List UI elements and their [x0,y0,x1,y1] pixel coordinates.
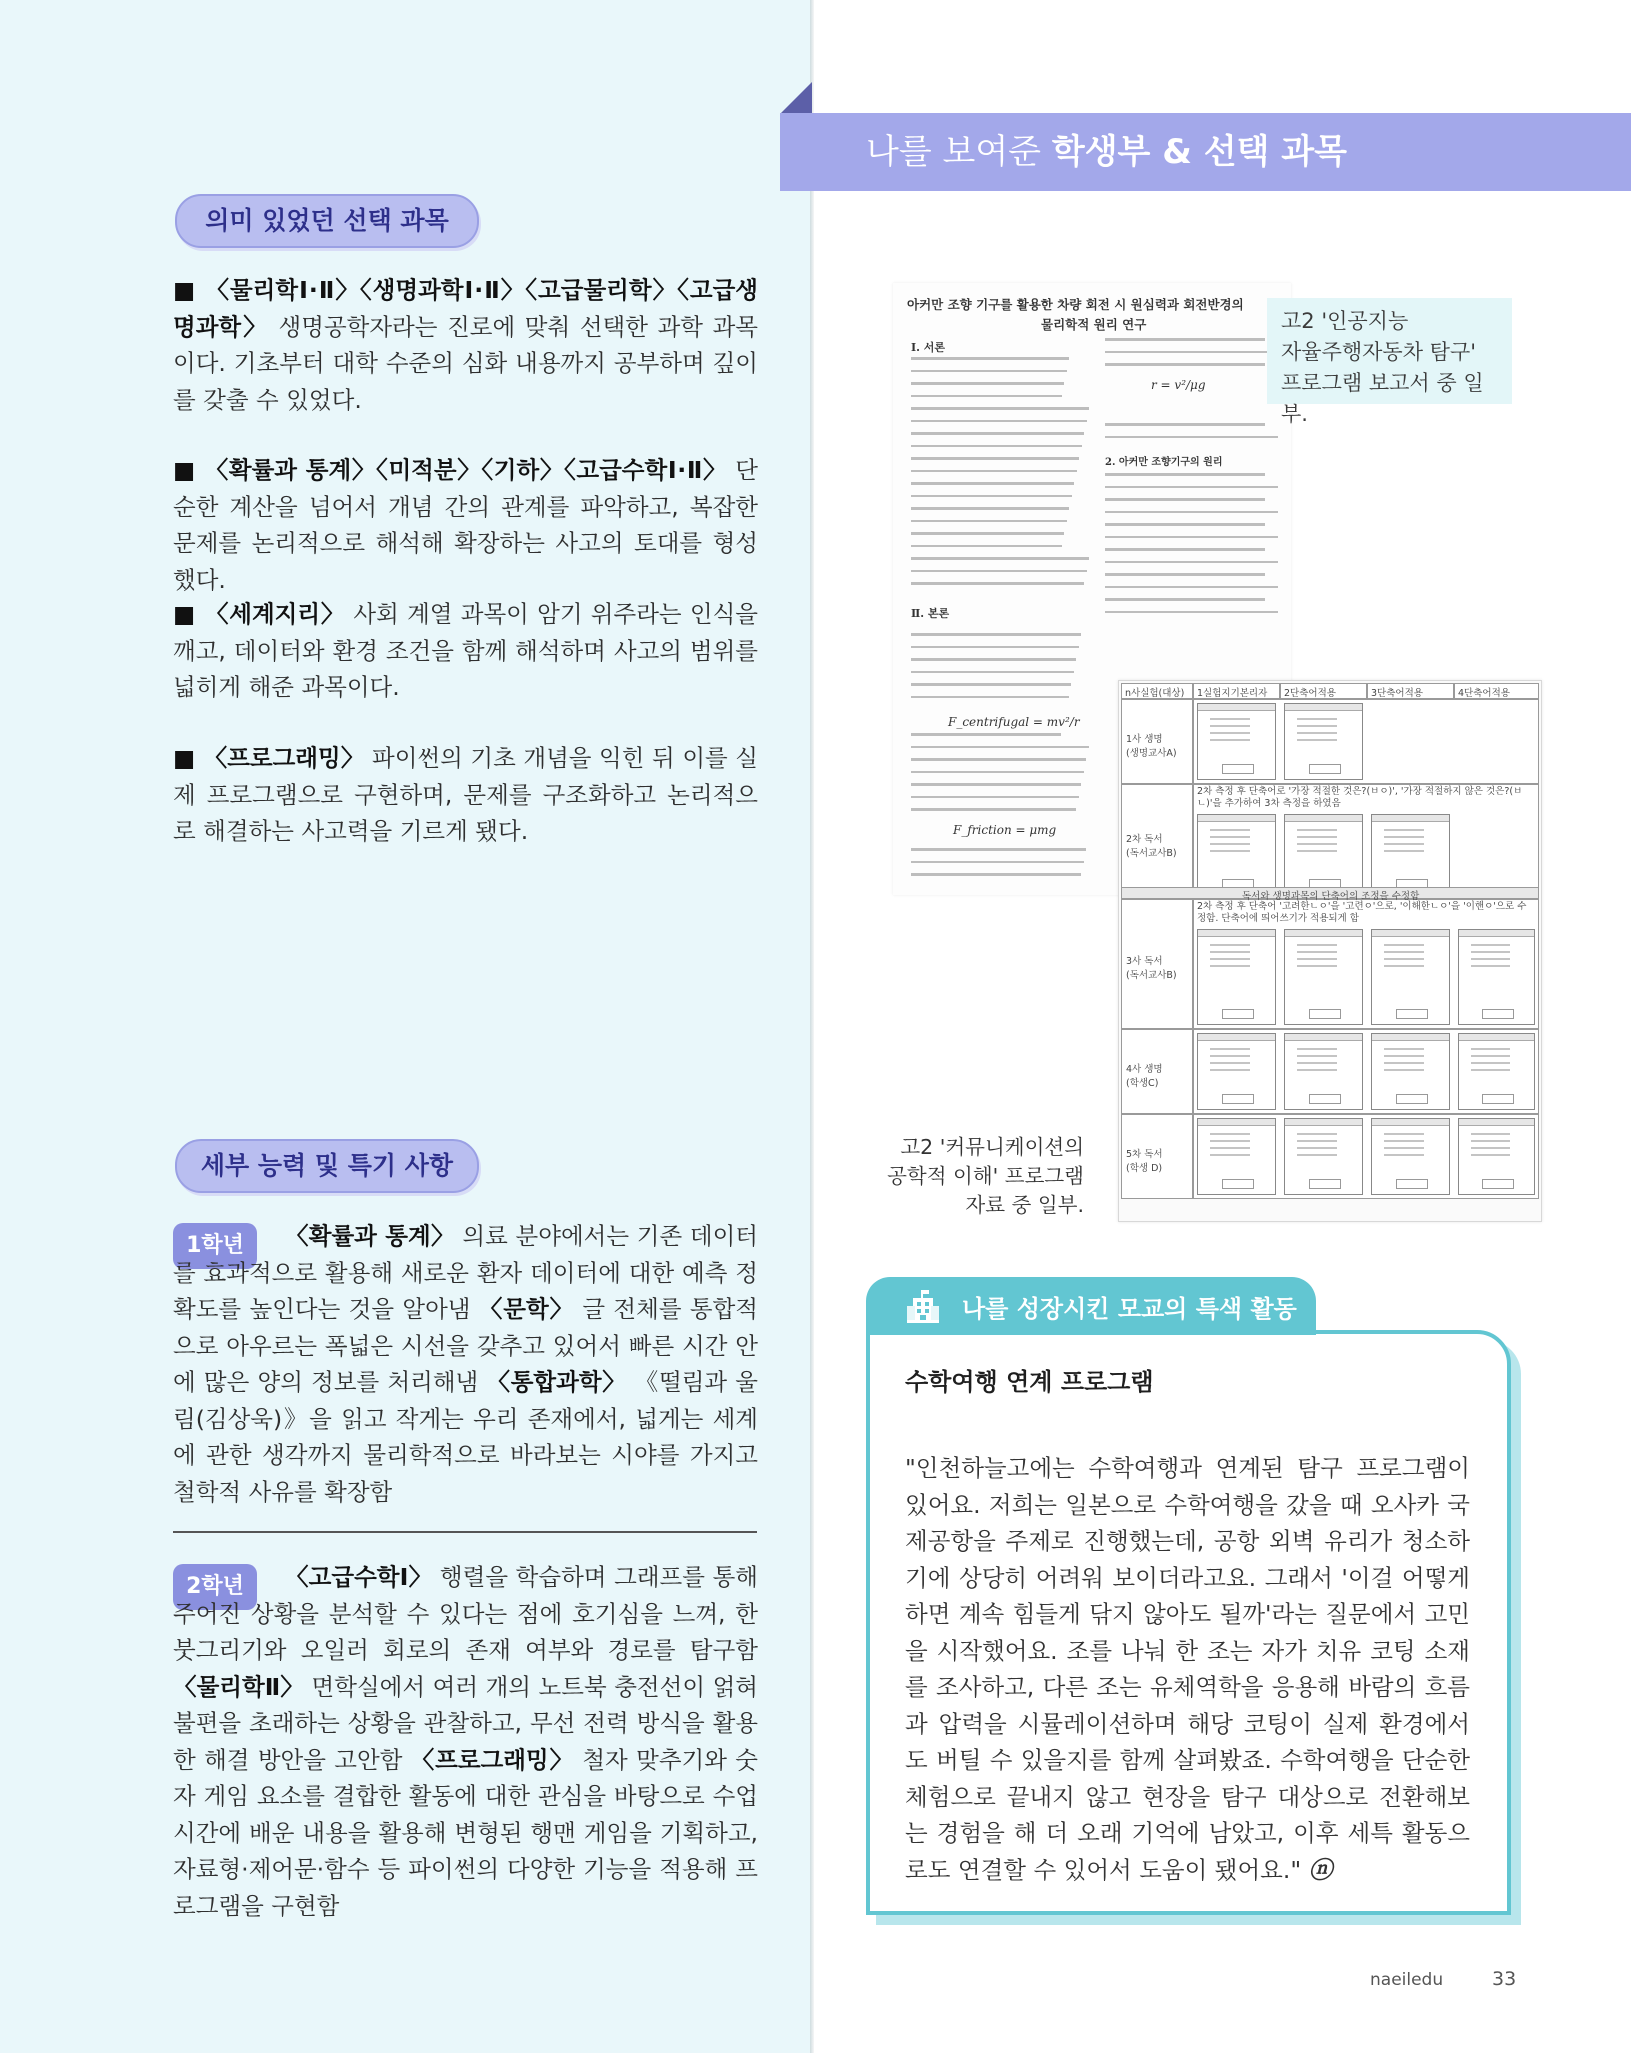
dialog-titlebar [1198,1119,1275,1126]
dialog-titlebar [1285,930,1362,937]
school-building-icon [905,1288,941,1324]
dialog-ok-button [1482,1179,1514,1189]
dialog-titlebar [1459,930,1534,937]
dialog-text-line [1471,951,1510,953]
dialog-text-line [1210,739,1250,741]
year2-badge: 2학년 [173,1564,257,1610]
dialog-titlebar [1198,815,1275,822]
dialog-text-line [1297,829,1337,831]
report-text-line [911,683,1071,686]
year1-subject: 〈통합과학〉 [486,1368,627,1396]
table-excerpt-image [1118,680,1542,1222]
dialog-text-line [1384,850,1424,852]
dialog-text-line [1297,850,1337,852]
year2-text: 철자 맞추기와 숫자 게임 요소를 결합한 활동에 대한 관심을 바탕으로 수업 시간에 배운 내용을 활용해 변형된 행맨 게임을 기획하고, 자료형·제어문·함수 등 파이썬의 다양한 기능을 적용해 프로그램을 구현함 [173,1745,758,1920]
result-dialog-thumbnail [1371,1033,1450,1110]
dialog-text-line [1210,829,1250,831]
dialog-ok-button [1482,1094,1514,1104]
subject-item-math [173,452,758,598]
dialog-text-line [1210,1069,1250,1071]
dialog-text-line [1384,958,1424,960]
dialog-text-line [1384,944,1424,946]
dialog-text-line [1384,1147,1424,1149]
report-text-line [911,482,1074,485]
year1-badge: 1학년 [173,1223,257,1269]
report-text-line [911,570,1087,573]
dialog-text-line [1471,1154,1510,1156]
report-text-line [911,873,1081,876]
dialog-text-line [1471,965,1510,967]
result-dialog-thumbnail [1284,929,1363,1025]
report-text-line [1105,536,1278,539]
report-caption [1267,298,1512,426]
year1-text: 의료 분야에서는 기존 데이터를 효과적으로 활용해 새로운 환자 데이터에 대한 예측 정확도를 높인다는 것을 알아냄 [173,1222,759,1323]
dialog-titlebar [1198,1034,1275,1041]
banner-title-prefix: 나를 보여준 [866,132,1052,172]
dialog-text-line [1297,1062,1337,1064]
dialog-titlebar [1285,704,1362,711]
caption-line: 고2 '커뮤니케이션의 [900,1135,1084,1159]
dialog-titlebar [1285,1119,1362,1126]
table-header-cell [1454,683,1539,699]
table-header-cell [1280,683,1367,699]
year1-text: 《떨림과 울림(김상욱)》을 읽고 작게는 우리 존재에서, 넓게는 세계에 관한 생각까지 물리학적으로 바라보는 시야를 가지고 철학적 사유를 확장함 [173,1368,759,1506]
result-dialog-thumbnail [1284,1118,1363,1195]
report-text-line [911,633,1081,636]
dialog-ok-button [1309,1094,1341,1104]
dialog-text-line [1297,732,1337,734]
report-text-line [911,357,1069,360]
result-dialog-thumbnail [1197,814,1276,895]
result-dialog-thumbnail [1458,929,1535,1025]
dialog-text-line [1384,1055,1424,1057]
table-header-cell [1193,683,1280,699]
activity-quote-text: "인천하늘고에는 수학여행과 연계된 탐구 프로그램이 있어요. 저희는 일본으로 수학여행을 갔을 때 오사카 국제공항을 주제로 진행했는데, 공항 외벽 유리가 청소하기에 상당히 어려워 보이더라고요. 그래서 '이걸 어떻게 하면 계속 힘들게 닦지 않아도 될까'라는 질문에서 고민을 시작했어요. 조를 나눠 한 조는 자가 치유 코팅 소재를 조사하고, 다른 조는 유체역학을 응용해 바람의 흐름과 압력을 시뮬레이션하며 해당 코팅이 실제 환경에서도 버틸 수 있을지를 함께 살펴봤죠. 수학여행을 단순한 체험으로 끝내지 않고 현장을 탐구 대상으로 전환해보는 경험을 해 더 오래 기억에 남았고, 이후 세특 활동으로도 연결할 수 있어서 도움이 됐어요." [905,1454,1470,1884]
result-dialog-thumbnail [1197,929,1276,1025]
table-row-label: 1사 생명 (생명교사A) [1126,733,1177,759]
report-text-line [911,646,1079,649]
dialog-text-line [1297,951,1337,953]
dialog-text-line [1210,850,1250,852]
report-text-line [911,582,1084,585]
dialog-text-line [1210,965,1250,967]
report-text-line [1105,486,1278,489]
report-text-line [911,808,1076,811]
dialog-text-line [1297,725,1337,727]
report-text-line [911,395,1062,398]
subject-item-geography [173,596,758,706]
dialog-text-line [1471,1140,1510,1142]
report-heading-sub: 2. 아커만 조향기구의 원리 [1105,457,1223,468]
year1-subject: 〈문학〉 [478,1295,574,1323]
dialog-text-line [1384,1140,1424,1142]
dialog-ok-button [1309,1179,1341,1189]
subject-item-bold: ■ 〈프로그래밍〉 [173,744,365,772]
dialog-ok-button [1222,1094,1254,1104]
dialog-ok-button [1309,1009,1341,1019]
report-text-line [1105,573,1265,576]
report-text-line [911,495,1072,498]
report-title: 아커만 조향 기구를 활용한 차량 회전 시 원심력과 회전반경의 [907,297,1244,312]
table-row-label-cell [1121,1029,1193,1114]
report-text-line [911,370,1067,373]
subject-item-text: 사회 계열 과목이 암기 위주라는 인식을 깨고, 데이터와 환경 조건을 함께 해석하며 사고의 범위를 넓히게 해준 과목이다. [173,600,758,701]
dialog-text-line [1384,1062,1424,1064]
report-text-line [911,445,1082,448]
banner-corner [780,82,812,114]
year2-text: 면학실에서 여러 개의 노트북 충전선이 얽혀 불편을 초래하는 상황을 관찰하고, 무선 전력 방식을 활용한 해결 방안을 고안함 [173,1672,759,1774]
dialog-ok-button [1482,1009,1514,1019]
report-text-line [1105,548,1265,551]
table-row-label: 4사 생명 (학생C) [1126,1063,1163,1089]
dialog-text-line [1384,965,1424,967]
report-formula-2: F_friction = μmg [953,823,1057,837]
dialog-text-line [1384,829,1424,831]
report-text-line [1105,611,1278,614]
dialog-text-line [1210,1147,1250,1149]
table-row-label: 5차 독서 (학생 D) [1126,1148,1163,1174]
table-header-label: 3단축어적용 [1371,688,1423,699]
dialog-text-line [1210,1055,1250,1057]
dialog-titlebar [1198,704,1275,711]
dialog-text-line [1210,732,1250,734]
table-header-label: 4단축어적용 [1458,688,1510,699]
report-text-line [911,432,1084,435]
footer-brand: naeiledu [1370,1970,1444,1990]
year2-subject: 〈고급수학Ⅰ〉 [285,1563,433,1591]
report-text-line [911,746,1089,749]
dialog-text-line [1210,944,1250,946]
report-text-line [1105,423,1265,426]
dialog-titlebar [1285,815,1362,822]
caption-line: 공학적 이해' 프로그램 [887,1164,1084,1188]
subject-item-text: 파이썬의 기초 개념을 익힌 뒤 이를 실제 프로그램으로 구현하며, 문제를 구조화하고 논리적으로 해결하는 사고력을 기르게 됐다. [173,744,758,845]
activity-tab-title: 나를 성장시킨 모교의 특색 활동 [962,1295,1297,1323]
table-header-label: n사실험(대상) [1125,688,1185,699]
dialog-text-line [1297,1048,1337,1050]
caption-line: 프로그램 보고서 중 일부. [1281,371,1484,426]
dialog-text-line [1297,1140,1337,1142]
dialog-text-line [1384,1154,1424,1156]
dialog-ok-button [1396,1179,1428,1189]
year2-text: 행렬을 학습하며 그래프를 통해 주어진 상황을 분석할 수 있다는 점에 호기심을 느껴, 한붓그리기와 오일러 회로의 존재 여부와 경로를 탐구함 [173,1563,758,1664]
report-text-line [911,796,1079,799]
caption-line: 자료 중 일부. [965,1193,1084,1217]
dialog-text-line [1384,951,1424,953]
dialog-text-line [1471,944,1510,946]
dialog-text-line [1297,944,1337,946]
dialog-titlebar [1372,1119,1449,1126]
dialog-ok-button [1396,1094,1428,1104]
report-text-line [911,758,1086,761]
detailed-abilities-pill: 세부 능력 및 특기 사항 [175,1139,479,1193]
dialog-text-line [1471,1055,1510,1057]
report-text-line [911,658,1076,661]
dialog-text-line [1297,958,1337,960]
table-row-label-cell [1121,699,1193,784]
table-header-cell [1121,683,1193,699]
year1-text: 글 전체를 통합적으로 아우르는 폭넓은 시선을 갖추고 있어서 빠른 시간 안에 많은 양의 정보를 처리해냄 [173,1295,758,1396]
dialog-text-line [1297,836,1337,838]
section-divider [173,1531,757,1533]
table-header-cell [1367,683,1454,699]
report-text-line [911,420,1087,423]
subject-item-bold: ■ 〈확률과 통계〉〈미적분〉〈기하〉〈고급수학Ⅰ·Ⅱ〉 [173,456,728,484]
report-text-line [911,848,1086,851]
result-dialog-thumbnail [1197,703,1276,780]
dialog-text-line [1210,836,1250,838]
dialog-text-line [1210,725,1250,727]
subject-item-text: 생명공학자라는 진로에 맞춰 선택한 과학 과목이다. 기초부터 대학 수준의 심화 내용까지 공부하며 깊이를 갖출 수 있었다. [173,312,758,414]
dialog-text-line [1297,739,1337,741]
caption-line: 고2 '인공지능 [1281,309,1409,333]
dialog-titlebar [1372,1034,1449,1041]
report-text-line [911,733,1061,736]
report-text-line [911,407,1089,410]
report-text-line [911,696,1069,699]
report-text-line [1105,363,1265,366]
meaningful-subjects-pill: 의미 있었던 선택 과목 [175,194,479,248]
dialog-titlebar [1459,1119,1534,1126]
table-note: 2차 측정 후 단축어로 '가장 적절한 것은?(ㅂㅇ)', '가장 적절하지 않은 것은?(ㅂㄴ)'을 추가하여 3차 측정을 하였음 [1197,786,1523,809]
dialog-text-line [1384,836,1424,838]
report-text-line [1105,498,1265,501]
report-text-line [1105,561,1278,564]
dialog-ok-button [1222,764,1254,774]
dialog-text-line [1384,1133,1424,1135]
dialog-text-line [1471,1147,1510,1149]
dialog-text-line [1297,1154,1337,1156]
report-text-line [911,771,1084,774]
result-dialog-thumbnail [1284,703,1363,780]
dialog-ok-button [1396,1009,1428,1019]
dialog-titlebar [1372,930,1449,937]
table-header-label: 2단축어적용 [1284,688,1336,699]
dialog-text-line [1210,951,1250,953]
dialog-text-line [1297,1055,1337,1057]
report-heading-body: Ⅱ. 본론 [911,607,950,620]
report-text-line [1105,473,1265,476]
dialog-text-line [1471,1062,1510,1064]
report-text-line [1105,598,1265,601]
report-text-line [911,545,1062,548]
dialog-text-line [1297,1133,1337,1135]
dialog-text-line [1471,1048,1510,1050]
report-text-line [911,457,1079,460]
report-text-line [911,557,1089,560]
dialog-text-line [1471,958,1510,960]
dialog-text-line [1297,1147,1337,1149]
dialog-ok-button [1309,764,1341,774]
report-text-line [911,671,1074,674]
dialog-text-line [1210,1140,1250,1142]
dialog-text-line [1210,718,1250,720]
dialog-text-line [1297,718,1337,720]
year1-subject: 〈확률과 통계〉 [285,1222,455,1250]
dialog-titlebar [1198,930,1275,937]
table-row-label-cell [1121,784,1193,899]
page-number: 33 [1492,1968,1517,1990]
dialog-text-line [1471,1069,1510,1071]
result-dialog-thumbnail [1458,1118,1535,1195]
dialog-text-line [1384,1069,1424,1071]
table-row-label-cell [1121,1114,1193,1199]
table-row-label: 2차 독서 (독서교사B) [1126,833,1177,859]
result-dialog-thumbnail [1371,929,1450,1025]
report-text-line [1105,351,1278,354]
year2-record [173,1559,758,1924]
report-text-line [911,520,1067,523]
dialog-titlebar [1285,1034,1362,1041]
dialog-text-line [1384,843,1424,845]
subject-item-science [173,272,758,418]
dialog-titlebar [1459,1034,1534,1041]
dialog-text-line [1210,843,1250,845]
report-subtitle: 물리학적 원리 연구 [1041,317,1147,332]
dialog-text-line [1210,1048,1250,1050]
dialog-text-line [1297,965,1337,967]
report-text-line [1105,523,1265,526]
page-fold [810,0,814,2053]
dialog-text-line [1297,843,1337,845]
year1-record [173,1218,758,1510]
magazine-logo-icon: ⓝ [1308,1855,1333,1884]
table-band-label: 독서와 생명과목의 단축어의 조정을 수정함 [1242,891,1420,902]
dialog-text-line [1384,1048,1424,1050]
dialog-text-line [1210,1154,1250,1156]
subject-item-text: 단순한 계산을 넘어서 개념 간의 관계를 파악하고, 복잡한 문제를 논리적으로 해석해 확장하는 사고의 토대를 형성했다. [173,456,759,594]
result-dialog-thumbnail [1197,1118,1276,1195]
report-text-line [1105,338,1265,341]
report-formula-1: F_centrifugal = mv²/r [948,715,1080,729]
dialog-titlebar [1372,815,1449,822]
table-note: 2차 측정 후 단축어 '고려한ㄴㅇ'을 '고련ㅇ'으로, '이해한ㄴㅇ'을 '이핸ㅇ'으로 수정함. 단축어에 띄어쓰기가 적용되게 함 [1197,901,1527,924]
report-text-line [911,470,1077,473]
report-formula-top: r = v²/μg [1151,378,1206,392]
report-heading-intro: Ⅰ. 서론 [911,341,946,354]
report-text-line [911,382,1064,385]
dialog-text-line [1297,1069,1337,1071]
dialog-ok-button [1222,1009,1254,1019]
report-text-line [1105,436,1278,439]
result-dialog-thumbnail [1284,814,1363,895]
activity-quote [905,1450,1470,1888]
banner-title [866,127,1347,177]
subject-item-programming [173,740,758,850]
dialog-text-line [1210,1133,1250,1135]
table-band [1121,887,1539,902]
activity-title: 수학여행 연계 프로그램 [905,1368,1154,1396]
result-dialog-thumbnail [1197,1033,1276,1110]
banner-title-strong: 학생부 & 선택 과목 [1051,132,1347,172]
dialog-ok-button [1222,1179,1254,1189]
result-dialog-thumbnail [1458,1033,1535,1110]
report-text-line [911,783,1081,786]
dialog-text-line [1471,1133,1510,1135]
table-row-label-cell [1121,899,1193,1029]
report-text-line [1105,586,1278,589]
dialog-text-line [1210,1062,1250,1064]
report-text-line [911,507,1069,510]
report-text-line [1105,511,1278,514]
caption-line: 자율주행자동차 탐구' [1281,340,1477,364]
dialog-text-line [1210,958,1250,960]
table-row-label: 3사 독서 (독서교사B) [1126,956,1177,981]
table-caption [876,1133,1084,1220]
report-text-line [911,532,1064,535]
subject-item-bold: ■ 〈물리학Ⅰ·Ⅱ〉〈생명과학Ⅰ·Ⅱ〉〈고급물리학〉〈고급생명과학〉 [173,276,758,341]
result-dialog-thumbnail [1284,1033,1363,1110]
year2-subject: 〈프로그래밍〉 [410,1745,574,1774]
subject-item-bold: ■ 〈세계지리〉 [173,600,346,628]
table-header-label: 1실험지기본리자 [1197,688,1268,699]
result-dialog-thumbnail [1371,1118,1450,1195]
result-dialog-thumbnail [1371,814,1450,895]
report-text-line [911,861,1084,864]
year2-subject: 〈물리학Ⅱ〉 [173,1672,304,1701]
